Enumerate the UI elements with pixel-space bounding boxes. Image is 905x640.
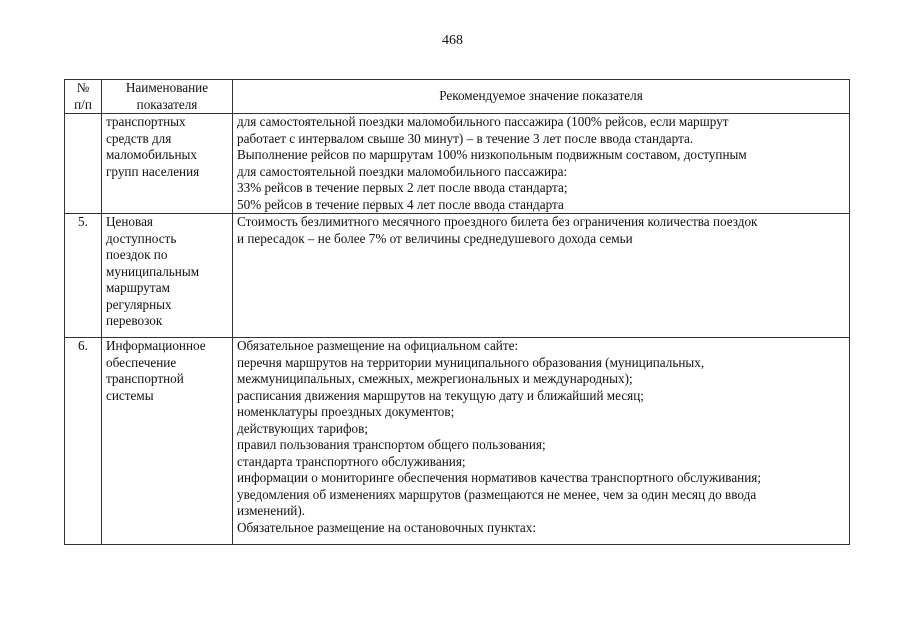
- table-header-row: [65, 80, 850, 114]
- recommended-value: Стоимость безлимитного месячного проездного билета без ограничения количества поездок и пересадок – не более 7% от величины среднедушевого дохода семьи: [233, 214, 850, 338]
- indicator-name: Ценовая доступность поездок по муниципальным маршрутам регулярных перевозок: [102, 214, 233, 338]
- recommended-value: Обязательное размещение на официальном сайте: перечня маршрутов на территории муниципального образования (муниципальных, межмуниципальных, смежных, межрегиональных и международных); расписания движения маршрутов на текущую дату и ближайший месяц; номенклатуры проездных документов; действующих тарифов; правил пользования транспортом общего пользования; стандарта транспортного обслуживания; информации о мониторинге обеспечения нормативов качества транспортного обслуживания; уведомления об изменениях маршрутов (размещаются не менее, чем за один месяц до ввода изменений). Обязательное размещение на остановочных пунктах:: [233, 338, 850, 545]
- indicator-table: [64, 79, 850, 545]
- table-row: [65, 114, 850, 214]
- header-number: № п/п: [65, 80, 102, 114]
- header-recommended-value: Рекомендуемое значение показателя: [233, 80, 850, 114]
- row-number: 6.: [65, 338, 102, 545]
- recommended-value: для самостоятельной поездки маломобильного пассажира (100% рейсов, если маршрут работает с интервалом свыше 30 минут) – в течение 3 лет после ввода стандарта. Выполнение рейсов по маршрутам 100% низкопольным подвижным составом, доступным для самостоятельной поездки маломобильного пассажира: 33% рейсов в течение первых 2 лет после ввода стандарта; 50% рейсов в течение первых 4 лет после ввода стандарта: [233, 114, 850, 214]
- row-number: [65, 114, 102, 214]
- indicator-name: транспортных средств для маломобильных групп населения: [102, 114, 233, 214]
- indicator-name: Информационное обеспечение транспортной системы: [102, 338, 233, 545]
- page-number: 468: [442, 33, 463, 48]
- header-indicator-name: Наименование показателя: [102, 80, 233, 114]
- table-row: [65, 338, 850, 545]
- row-number: 5.: [65, 214, 102, 338]
- table-row: [65, 214, 850, 338]
